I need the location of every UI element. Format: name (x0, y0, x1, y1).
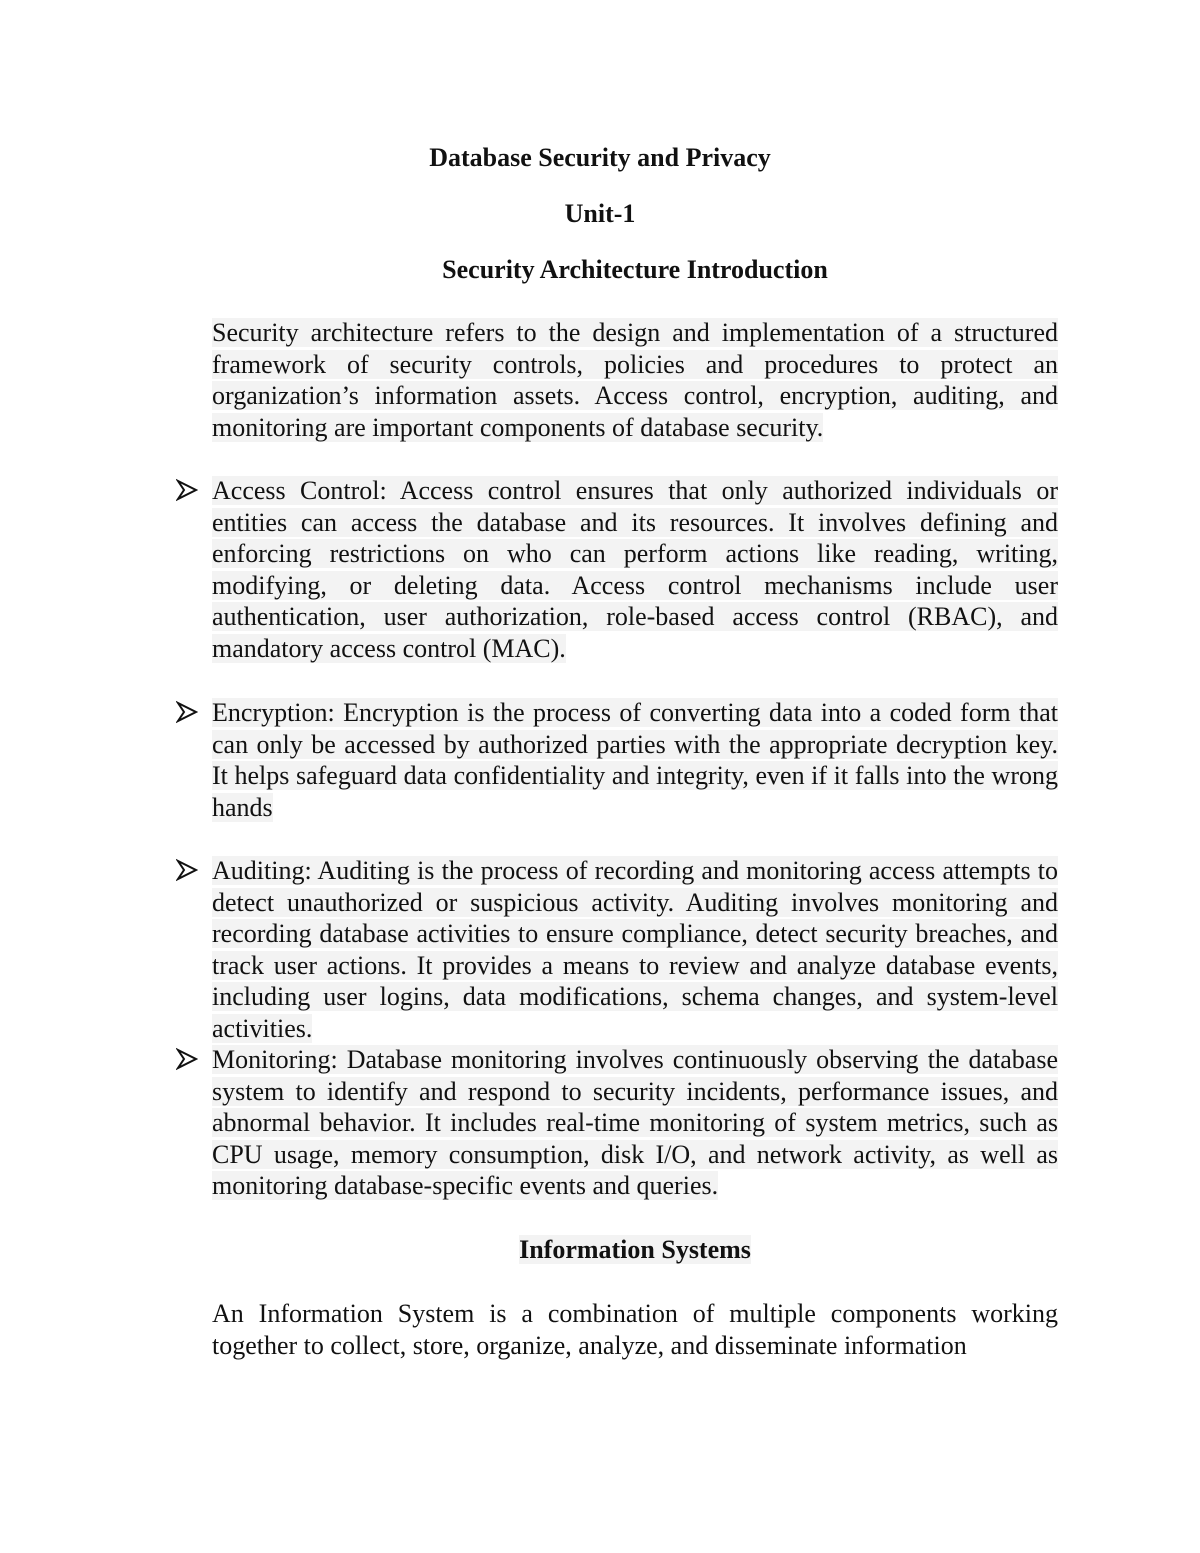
bullet-auditing (212, 855, 1058, 1045)
arrowhead-bullet-icon (176, 855, 202, 886)
bullet-encryption (212, 697, 1058, 823)
info-systems-heading (35, 1234, 1200, 1266)
arrowhead-bullet-icon (176, 475, 202, 506)
arrowhead-bullet-icon (176, 697, 202, 728)
unit-label: Unit-1 (564, 199, 636, 228)
bullet-access-control (212, 475, 1058, 665)
bullet-text: Access Control: Access control ensures that only authorized individuals or entities can access the database and its resources. It involves defining and enforcing restrictions on who can perform actions like reading, writing, modifying, or deleting data. Access control mechanisms include user authentication, user authorization, role-based access control (RBAC), and mandatory access control (MAC). (212, 476, 1058, 663)
document-title: Database Security and Privacy (429, 143, 771, 172)
info-systems-paragraph-text: An Information System is a combination of multiple components working together to collect, store, organize, analyze, and disseminate information (212, 1299, 1058, 1360)
bullet-monitoring (212, 1044, 1058, 1202)
intro-paragraph-text: Security architecture refers to the design and implementation of a structured framework of security controls, policies and procedures to protect an organization’s information assets. Access control, encryption, auditing, and monitoring are important components of database security. (212, 318, 1058, 442)
arrowhead-bullet-icon (176, 1044, 202, 1075)
bullet-text: Encryption: Encryption is the process of converting data into a coded form that can only be accessed by authorized parties with the appropriate decryption key. It helps safeguard data confidentiality and integrity, even if it falls into the wrong hands (212, 698, 1058, 822)
bullet-text: Auditing: Auditing is the process of recording and monitoring access attempts to detect unauthorized or suspicious activity. Auditing involves monitoring and recording database activities to ensure compliance, detect security breaches, and track user actions. It provides a means to review and analyze database events, including user logins, data modifications, schema changes, and system-level activities. (212, 856, 1058, 1043)
section-heading: Security Architecture Introduction (442, 255, 828, 284)
info-systems-paragraph (212, 1298, 1058, 1361)
intro-paragraph (212, 317, 1058, 443)
bullet-text: Monitoring: Database monitoring involves continuously observing the database system to identify and respond to security incidents, performance issues, and abnormal behavior. It includes real-time monitoring of system metrics, such as CPU usage, memory consumption, disk I/O, and network activity, as well as monitoring database-specific events and queries. (212, 1045, 1058, 1201)
info-systems-heading-text: Information Systems (519, 1235, 751, 1264)
